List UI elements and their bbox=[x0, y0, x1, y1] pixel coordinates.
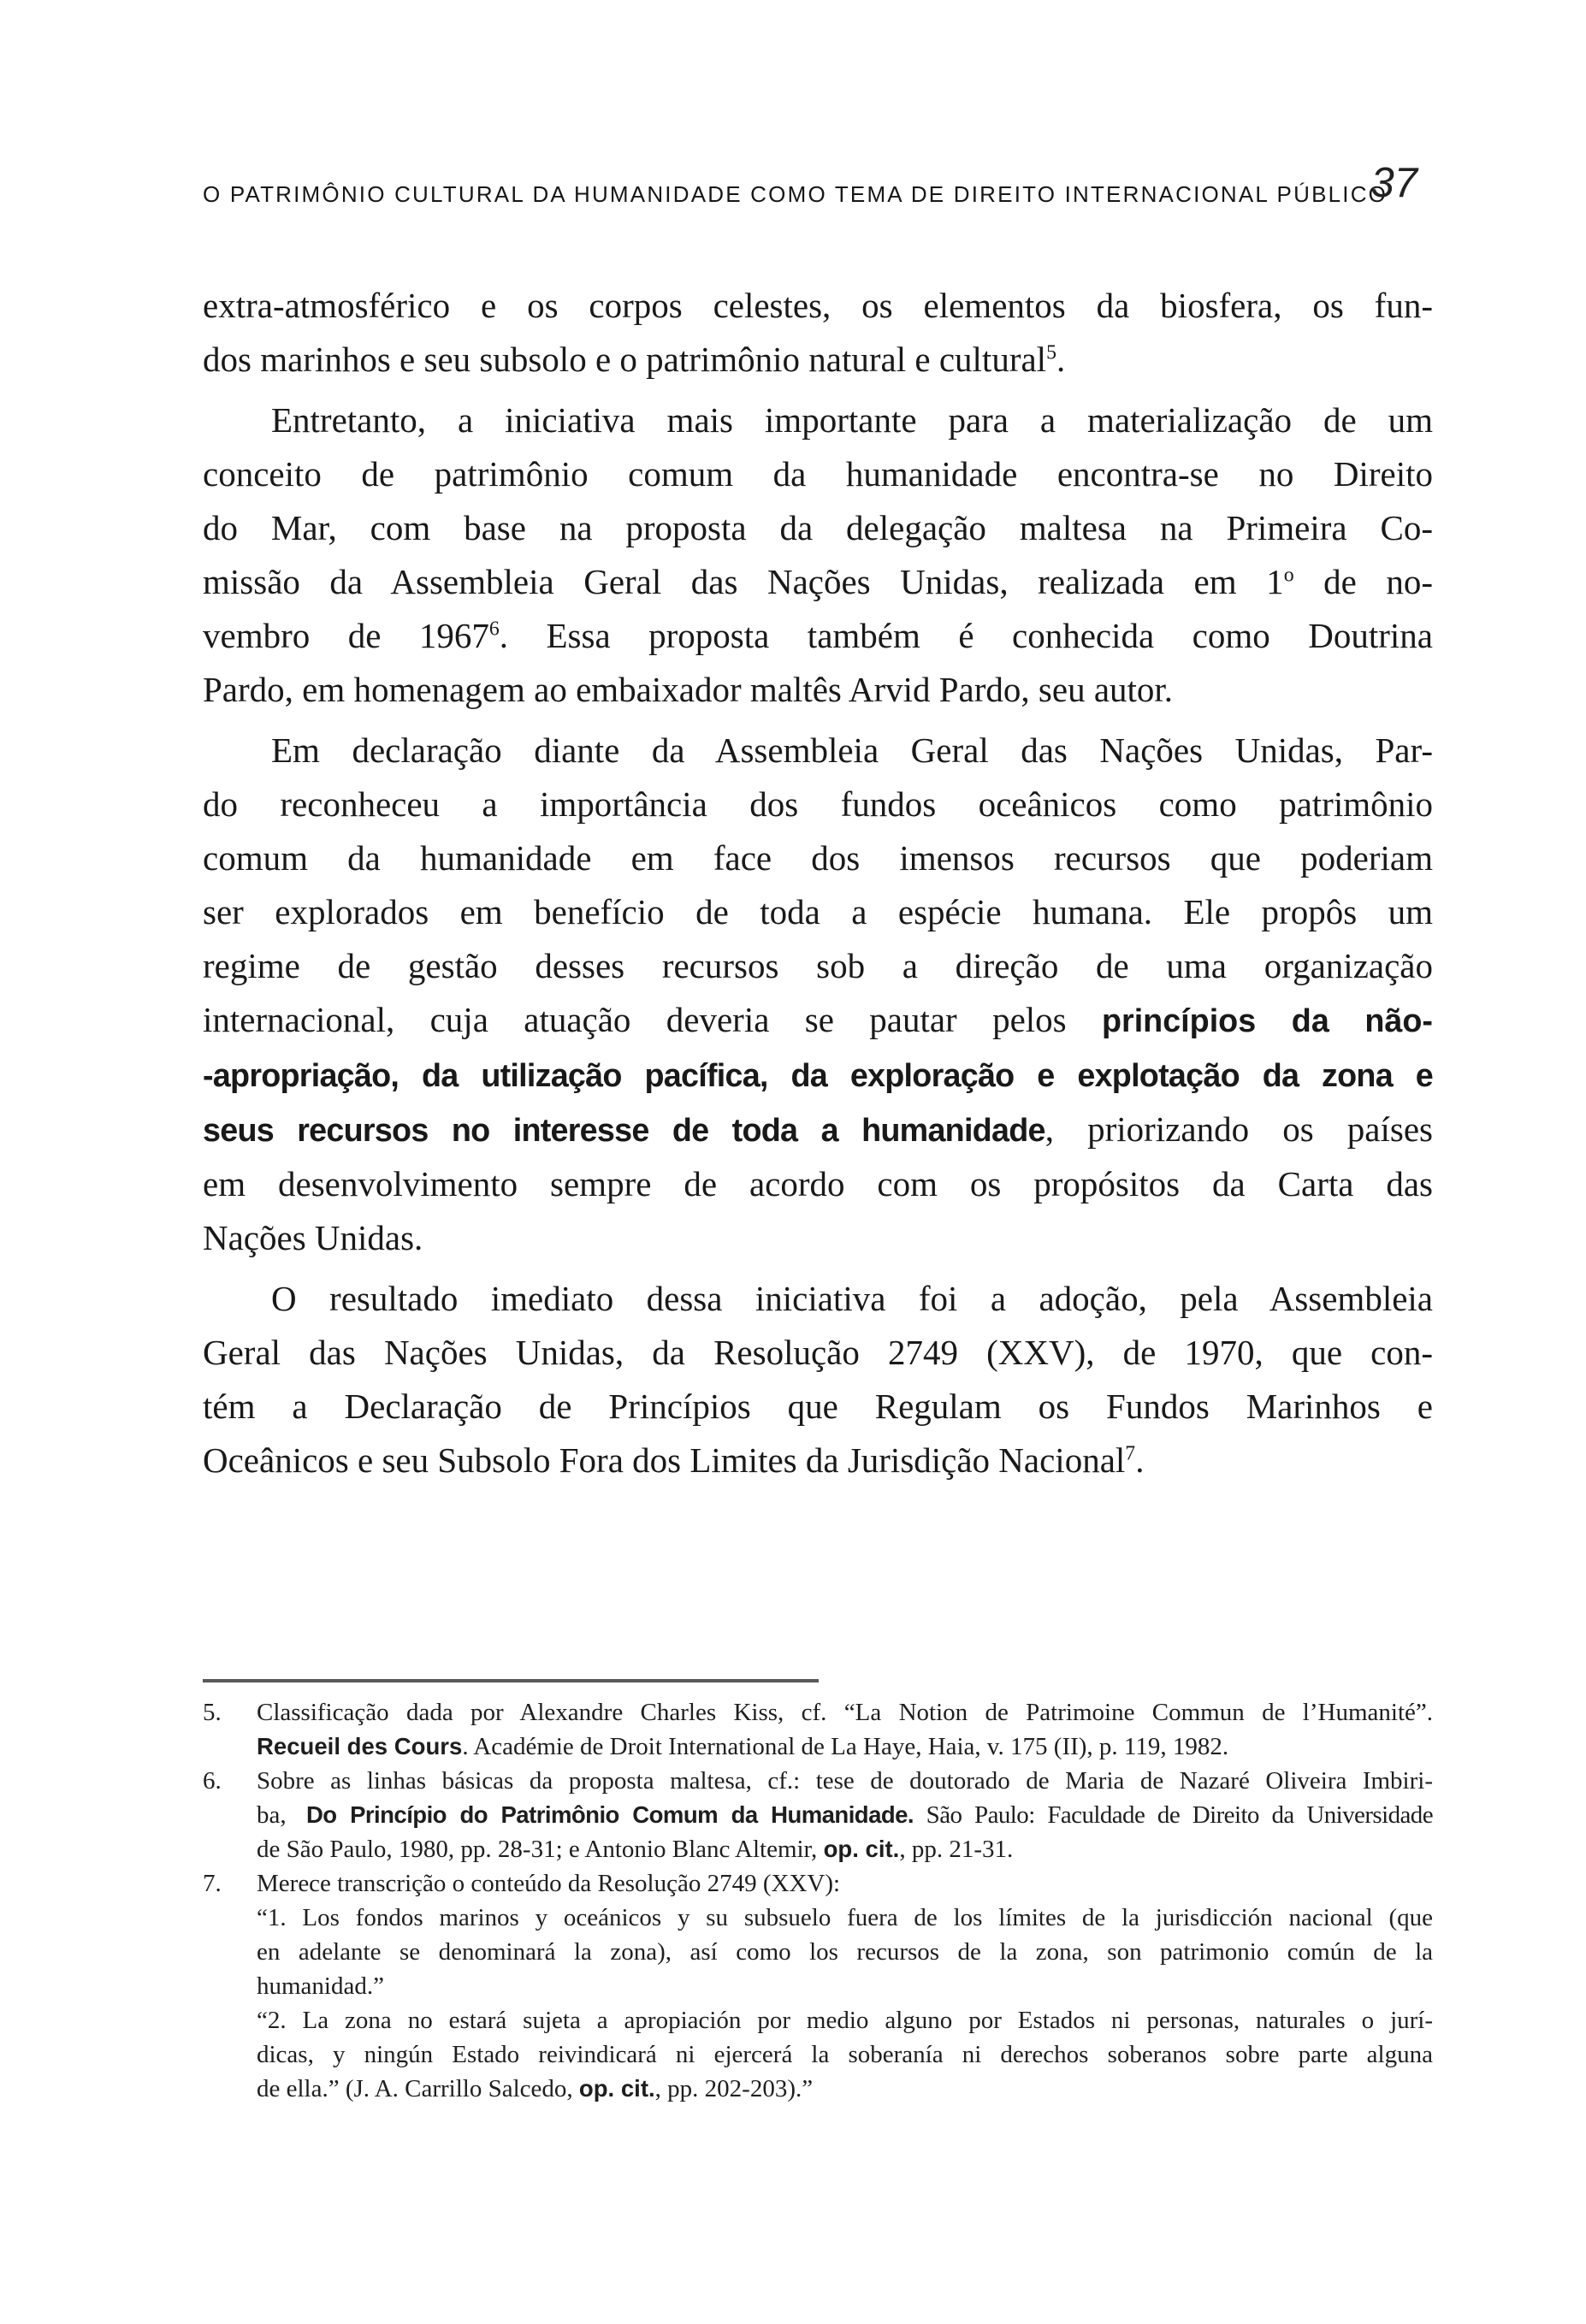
text-segment: . Académie de Droit International de La Haye, Haia, v. 175 (II), p. 119, 1982. bbox=[462, 1733, 1229, 1760]
footnote-reference: o bbox=[1283, 564, 1294, 587]
text-segment: Sobre as linhas básicas da proposta maltesa, cf.: tese de doutorado de Maria de Nazaré Oliveira Imbiri- bbox=[257, 1767, 1433, 1795]
text-segment: . Essa proposta também é conhecida como Doutrina bbox=[499, 616, 1433, 655]
footnote-item bbox=[203, 1695, 1433, 1764]
text-line bbox=[203, 1048, 1433, 1103]
text-segment: São Paulo: Faculdade de Direito da Universidade bbox=[914, 1801, 1433, 1829]
text-line bbox=[203, 609, 1433, 663]
text-line bbox=[257, 2003, 1433, 2037]
text-segment: de São Paulo, 1980, pp. 28-31; e Antonio Blanc Altemir, bbox=[257, 1836, 824, 1863]
paragraph bbox=[203, 724, 1433, 1265]
footnote-item bbox=[203, 1764, 1433, 1866]
text-line bbox=[203, 993, 1433, 1048]
text-segment: . bbox=[1056, 340, 1066, 379]
text-segment: Em declaração diante da Assembleia Geral das Nações Unidas, Par- bbox=[271, 730, 1433, 770]
text-line bbox=[257, 2072, 1433, 2106]
emphasis-text: princípios da não- bbox=[1101, 1002, 1433, 1038]
footnote-number: 7. bbox=[203, 1870, 222, 1897]
footnote-separator-rule bbox=[203, 1679, 819, 1682]
text-segment: de ella.” (J. A. Carrillo Salcedo, bbox=[257, 2075, 579, 2102]
text-line bbox=[257, 1969, 1433, 2003]
text-segment: internacional, cuja atuação deveria se pautar pelos bbox=[203, 1000, 1102, 1039]
text-line bbox=[257, 2037, 1433, 2072]
text-line bbox=[203, 939, 1433, 993]
text-line bbox=[203, 555, 1433, 609]
running-header: O PATRIMÔNIO CULTURAL DA HUMANIDADE COMO TEMA DE DIREITO INTERNACIONAL PÚBLICO bbox=[203, 181, 1388, 207]
text-segment: . bbox=[1135, 1440, 1145, 1480]
text-line bbox=[257, 1832, 1433, 1866]
text-line bbox=[203, 1157, 1433, 1211]
emphasis-text: op. cit. bbox=[578, 2075, 655, 2102]
text-line bbox=[257, 1764, 1433, 1798]
footnote-reference: 6 bbox=[488, 618, 500, 641]
text-segment: Entretanto, a iniciativa mais importante para a materialização de um bbox=[271, 400, 1433, 440]
text-line bbox=[203, 724, 1433, 778]
text-line bbox=[203, 663, 1433, 717]
text-line bbox=[203, 1380, 1433, 1434]
text-segment: conceito de patrimônio comum da humanidade encontra-se no Direito bbox=[203, 454, 1433, 494]
text-segment: ser explorados em benefício de toda a espécie humana. Ele propôs um bbox=[203, 892, 1433, 931]
text-segment: regime de gestão desses recursos sob a direção de uma organização bbox=[203, 946, 1433, 985]
footnote-number: 5. bbox=[203, 1699, 222, 1726]
text-segment: “1. Los fondos marinos y oceánicos y su subsuelo fuera de los límites de la jurisdicción nacional (que bbox=[257, 1904, 1433, 1931]
text-segment: Geral das Nações Unidas, da Resolução 2749 (XXV), de 1970, que con- bbox=[203, 1333, 1433, 1372]
text-line bbox=[203, 1272, 1433, 1326]
text-segment: Merece transcrição o conteúdo da Resolução 2749 (XXV): bbox=[257, 1870, 841, 1897]
text-segment: “2. La zona no estará sujeta a apropiación por medio alguno por Estados ni personas, naturales o jurí- bbox=[257, 2007, 1433, 2034]
text-segment: humanidad.” bbox=[257, 1972, 384, 2000]
paragraph bbox=[203, 393, 1433, 717]
footnotes-section bbox=[203, 1695, 1433, 2106]
page-number: 37 bbox=[1370, 160, 1417, 206]
text-line bbox=[203, 778, 1433, 831]
emphasis-text: Recueil des Cours bbox=[257, 1733, 463, 1759]
text-line bbox=[257, 1901, 1433, 1935]
paragraph bbox=[203, 279, 1433, 387]
text-line bbox=[257, 1866, 1433, 1901]
text-line bbox=[203, 393, 1433, 447]
paragraph bbox=[203, 1272, 1433, 1487]
text-segment: , pp. 21-31. bbox=[899, 1836, 1014, 1863]
emphasis-text: op. cit. bbox=[823, 1836, 900, 1862]
text-segment: comum da humanidade em face dos imensos recursos que poderiam bbox=[203, 838, 1433, 878]
text-line bbox=[257, 1730, 1433, 1764]
text-segment: Classificação dada por Alexandre Charles Kiss, cf. “La Notion de Patrimoine Commun de l’Humanité”. bbox=[257, 1699, 1433, 1726]
emphasis-text: Do Princípio do Patrimônio Comum da Humanidade. bbox=[305, 1801, 914, 1828]
text-line bbox=[203, 333, 1433, 387]
text-line bbox=[257, 1935, 1433, 1969]
body-text-column bbox=[203, 279, 1433, 1487]
text-segment: , pp. 202-203).” bbox=[654, 2075, 814, 2102]
text-segment: Nações Unidas. bbox=[203, 1218, 423, 1257]
text-segment: extra-atmosférico e os corpos celestes, os elementos da biosfera, os fun- bbox=[203, 286, 1433, 325]
footnote-number: 6. bbox=[203, 1767, 222, 1795]
text-line bbox=[257, 1798, 1433, 1832]
text-segment: ba, bbox=[257, 1801, 306, 1829]
text-segment: Oceânicos e seu Subsolo Fora dos Limites da Jurisdição Nacional bbox=[203, 1440, 1126, 1480]
text-segment: em desenvolvimento sempre de acordo com os propósitos da Carta das bbox=[203, 1164, 1433, 1203]
text-segment: dos marinhos e seu subsolo e o patrimônio natural e cultural bbox=[203, 340, 1047, 379]
text-line bbox=[203, 279, 1433, 333]
text-segment: de no- bbox=[1293, 562, 1433, 601]
text-segment: O resultado imediato dessa iniciativa foi a adoção, pela Assembleia bbox=[271, 1279, 1433, 1318]
text-line bbox=[203, 831, 1433, 885]
text-line bbox=[203, 1326, 1433, 1380]
footnote-text bbox=[257, 1695, 1433, 1764]
footnote-text bbox=[257, 1866, 1433, 2106]
text-line bbox=[203, 1103, 1433, 1157]
footnote-text bbox=[257, 1764, 1433, 1866]
text-segment: en adelante se denominará la zona), así como los recursos de la zona, son patrimonio común de la bbox=[257, 1938, 1433, 1966]
footnote-item bbox=[203, 1866, 1433, 2106]
text-line bbox=[203, 501, 1433, 555]
text-line bbox=[203, 447, 1433, 501]
emphasis-text: seus recursos no interesse de toda a humanidade bbox=[203, 1112, 1045, 1148]
emphasis-text: -apropriação, da utilização pacífica, da exploração e explotação da zona e bbox=[203, 1057, 1433, 1093]
text-segment: tém a Declaração de Princípios que Regulam os Fundos Marinhos e bbox=[203, 1387, 1433, 1426]
footnote-reference: 7 bbox=[1125, 1442, 1136, 1465]
text-segment: Pardo, em homenagem ao embaixador maltês Arvid Pardo, seu autor. bbox=[203, 670, 1174, 709]
text-line bbox=[203, 1434, 1433, 1487]
text-line bbox=[203, 1211, 1433, 1265]
text-line bbox=[257, 1695, 1433, 1730]
text-segment: vembro de 1967 bbox=[203, 616, 489, 655]
text-segment: do Mar, com base na proposta da delegação maltesa na Primeira Co- bbox=[203, 508, 1433, 547]
footnote-reference: 5 bbox=[1046, 341, 1056, 364]
text-segment: , priorizando os países bbox=[1045, 1109, 1433, 1149]
text-line bbox=[203, 885, 1433, 939]
text-segment: do reconheceu a importância dos fundos oceânicos como patrimônio bbox=[203, 784, 1433, 824]
text-segment: dicas, y ningún Estado reivindicará ni ejercerá la soberanía ni derechos soberanos sobre parte alguna bbox=[257, 2041, 1433, 2068]
text-segment: missão da Assembleia Geral das Nações Unidas, realizada em 1 bbox=[203, 562, 1284, 601]
